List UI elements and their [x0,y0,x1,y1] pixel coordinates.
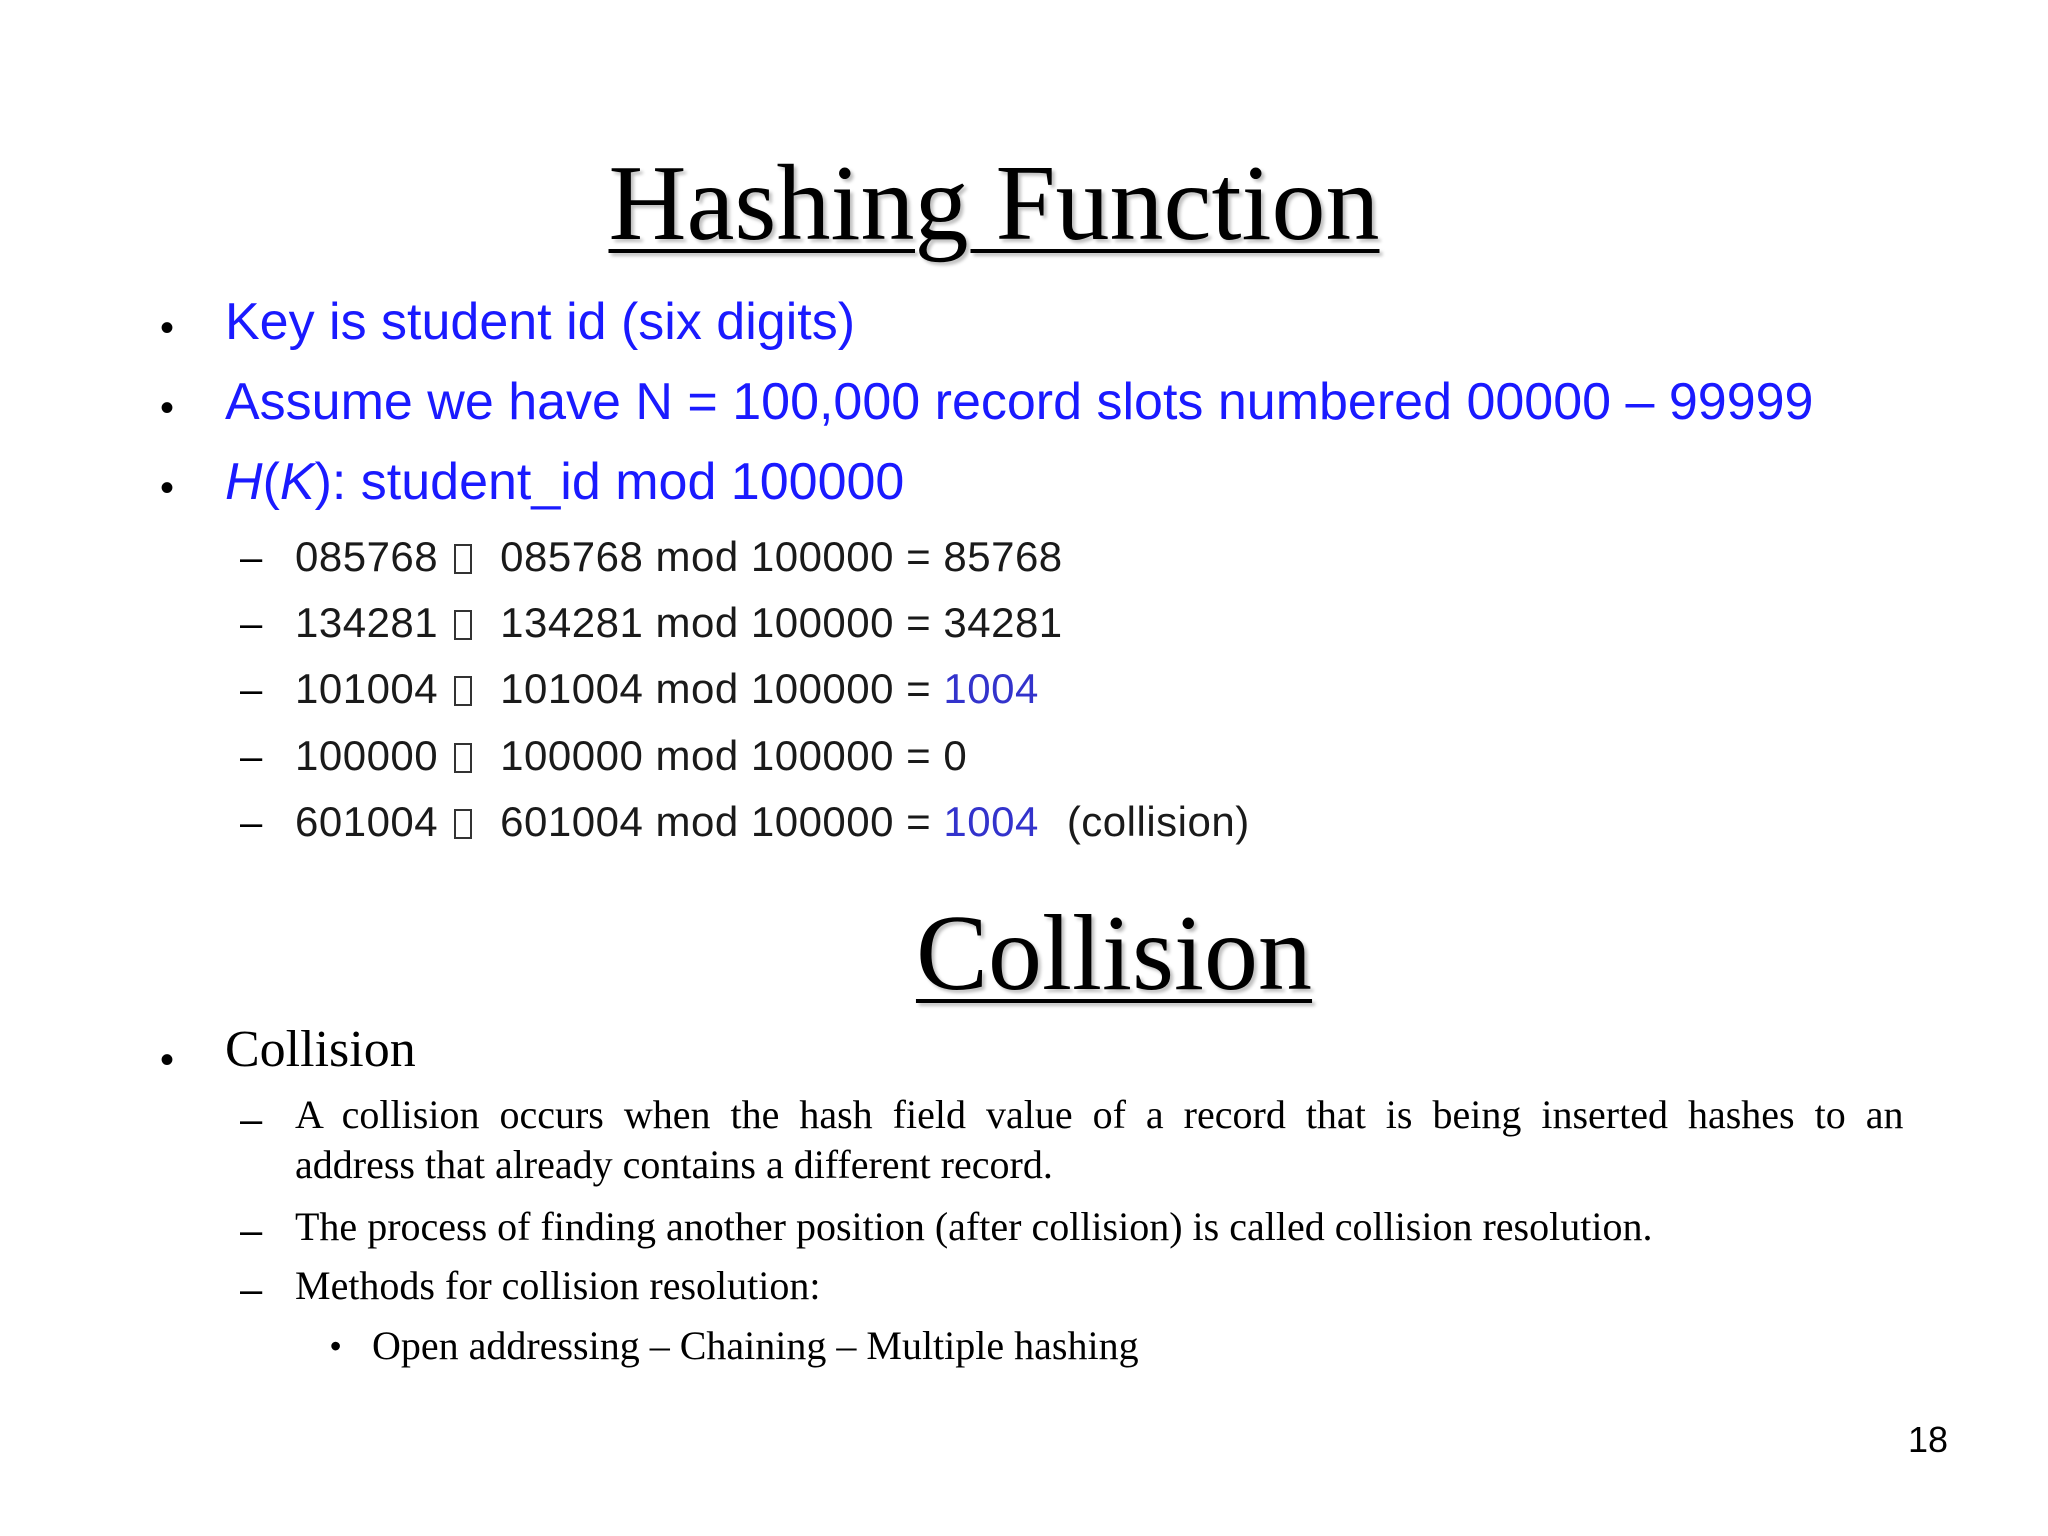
missing-arrow-glyph-icon [454,610,472,640]
bullet-collision: Collision [225,1021,416,1078]
example-row: 101004 101004 mod 100000 = 1004 [295,665,1039,712]
collision-methods-list: Open addressing – Chaining – Multiple hashing [372,1323,1139,1368]
missing-arrow-glyph-icon [454,544,472,574]
collision-definition-line2: address that already contains a different record. [295,1142,1053,1187]
bullet-dot-icon: • [160,306,175,350]
collision-title: Collision [915,894,1313,1013]
dash-icon: – [240,1098,263,1142]
hash-k-symbol: K [279,453,315,511]
dash-icon: – [240,536,263,580]
collision-definition-line1: A collision occurs when the hash field value of a record that is being inserted hashes to an [295,1092,1904,1137]
example-row: 134281 134281 mod 100000 = 34281 [295,599,1063,646]
collision-methods-heading: Methods for collision resolution: [295,1263,821,1308]
hashing-title: Hashing Function [608,144,1380,263]
bullet-dot-icon: • [160,1038,175,1082]
bullet-dot-icon: • [160,466,175,510]
missing-arrow-glyph-icon [454,676,472,706]
collision-resolution-definition: The process of finding another position (after collision) is called collision resolution. [295,1204,1653,1249]
collision-note: (collision) [1066,798,1250,845]
example-row-collision: 601004 601004 mod 100000 = 1004 (collision) [295,798,1250,845]
example-row: 100000 100000 mod 100000 = 0 [295,732,968,779]
dash-icon: – [240,602,263,646]
hash-result-highlight: 1004 [943,665,1039,712]
bullet-hash-function: H(K): student_id mod 100000 [225,453,905,511]
dash-icon: – [240,668,263,712]
dash-icon: – [240,1268,263,1312]
hash-result-highlight: 1004 [943,798,1039,845]
hash-h-symbol: H [225,453,263,511]
sub-bullet-dot-icon: • [330,1328,342,1364]
dash-icon: – [240,1209,263,1253]
page-number: 18 [1907,1419,1948,1460]
missing-arrow-glyph-icon [454,809,472,839]
bullet-record-slots: Assume we have N = 100,000 record slots numbered 00000 – 99999 [225,373,1814,431]
dash-icon: – [240,735,263,779]
bullet-dot-icon: • [160,386,175,430]
missing-arrow-glyph-icon [454,743,472,773]
example-row: 085768 085768 mod 100000 = 85768 [295,533,1063,580]
dash-icon: – [240,801,263,845]
bullet-key-student-id: Key is student id (six digits) [225,293,856,351]
